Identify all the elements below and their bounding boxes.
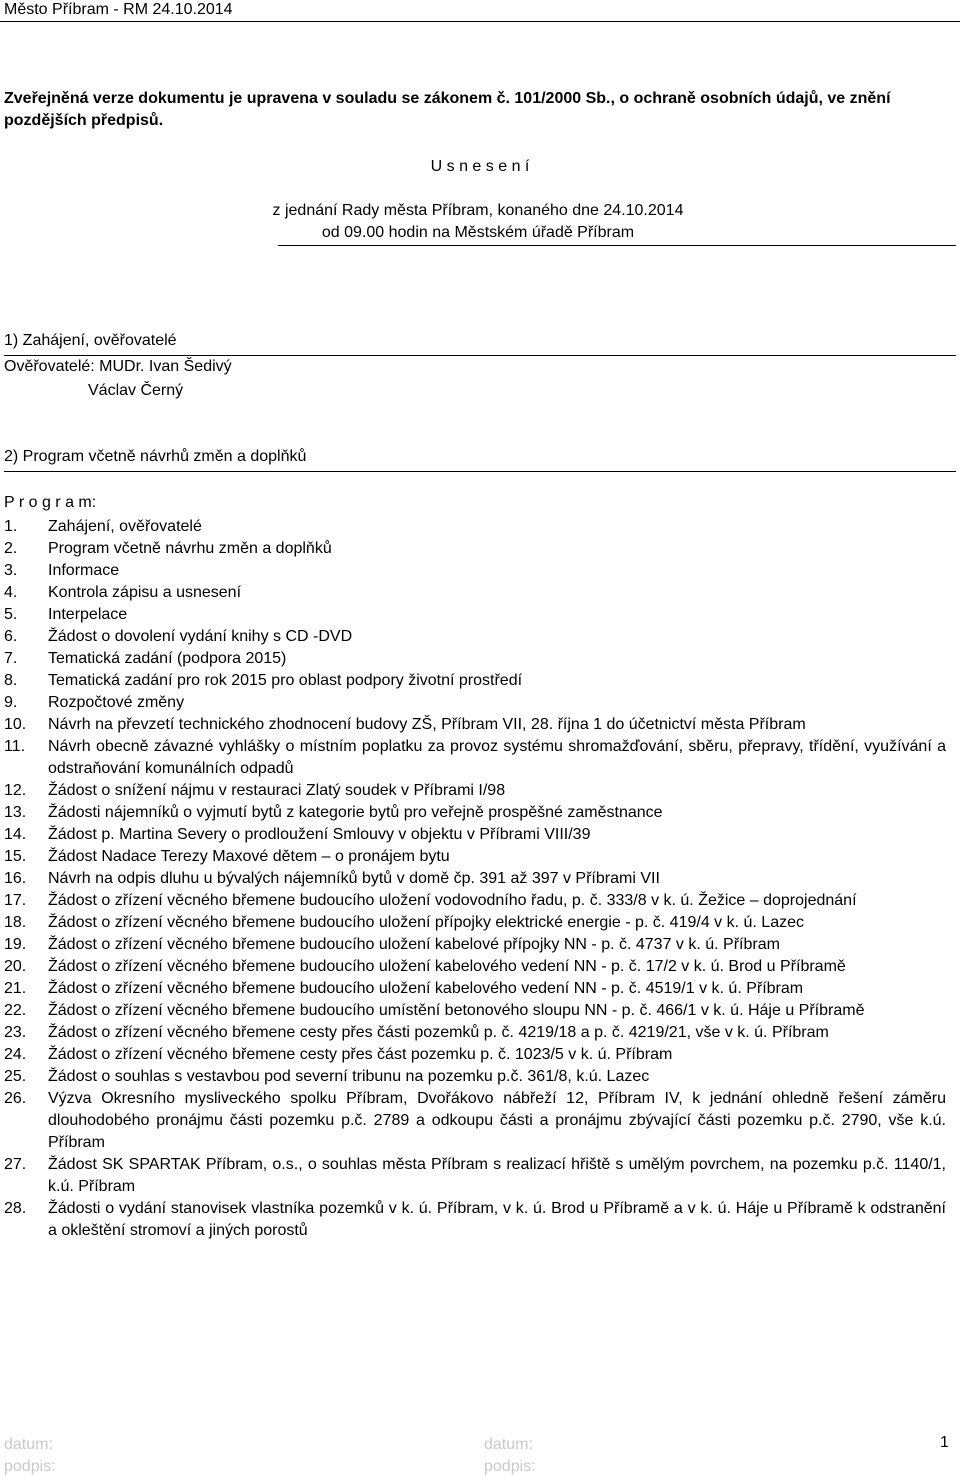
program-item-text: Informace [48,562,120,579]
program-item [0,736,946,780]
program-item-number: 4. [4,584,18,601]
program-item-number: 11. [4,738,26,755]
verifiers-label: Ověřovatelé: MUDr. Ivan Šedivý [4,358,232,375]
program-item-text: Program včetně návrhu změn a doplňků [48,540,332,557]
program-item-number: 6. [4,628,18,645]
section-2-divider [4,471,956,472]
program-list [0,516,946,1242]
footer-right [484,1434,536,1478]
program-item-number: 23. [4,1024,27,1041]
program-item-number: 7. [4,650,18,667]
program-item-text: Návrh na odpis dluhu u bývalých nájemníků bytů v domě čp. 391 až 397 v Příbrami VII [48,870,660,887]
program-item-number: 26. [4,1090,27,1107]
program-item-text: Návrh obecně závazné vyhlášky o místním poplatku za provoz systému shromažďování, sběru, přepravy, třídění, využívání a odstraňování komunálních odpadů [48,738,946,777]
program-item-text: Žádost o zřízení věcného břemene budoucího uložení kabelové přípojky NN - p. č. 4737 v k. ú. Příbram [48,936,780,953]
program-item-text: Žádost o souhlas s vestavbou pod severní tribunu na pozemku p.č. 361/8, k.ú. Lazec [48,1068,650,1085]
program-item [0,1198,946,1242]
program-item-text: Žádost SK SPARTAK Příbram, o.s., o souhlas města Příbram s realizací hřiště s umělým povrchem, na pozemku p.č. 1140/1, k.ú. Příbram [48,1156,946,1195]
program-item-number: 19. [4,936,27,953]
program-item-text: Žádost o zřízení věcného břemene budoucího uložení kabelového vedení NN - p. č. 17/2 v k. ú. Brod u Příbramě [48,958,846,975]
program-item [0,1066,946,1088]
program-item [0,1000,946,1022]
document-header-title: Město Příbram - RM 24.10.2014 [4,1,233,18]
program-item-number: 18. [4,914,27,931]
program-item-number: 21. [4,980,27,997]
program-item-text: Interpelace [48,606,128,623]
footer-right-date: datum: [484,1436,533,1453]
program-item [0,890,946,912]
footer-right-signature: podpis: [484,1458,536,1475]
program-item [0,802,946,824]
program-item-number: 24. [4,1046,27,1063]
program-item-text: Žádost o zřízení věcného břemene cesty přes část pozemku p. č. 1023/5 v k. ú. Příbram [48,1046,673,1063]
program-item [0,560,946,582]
program-item [0,956,946,978]
program-item-number: 13. [4,804,27,821]
program-label: P r o g r a m: [4,494,97,511]
program-item-text: Tematická zadání pro rok 2015 pro oblast podpory životní prostředí [48,672,523,689]
footer-left-signature: podpis: [4,1458,56,1475]
program-item [0,692,946,714]
program-item-number: 9. [4,694,18,711]
program-item-number: 27. [4,1156,27,1173]
program-item-text: Žádost o dovolení vydání knihy s CD -DVD [48,628,353,645]
program-item [0,846,946,868]
program-item [0,670,946,692]
program-item-text: Kontrola zápisu a usnesení [48,584,242,601]
document-title: U s n e s e n í [430,158,530,175]
program-item-text: Výzva Okresního mysliveckého spolku Příbram, Dvořákovo nábřeží 12, Příbram IV, k jednání ohledně řešení záměru dlouhodobého pronájmu části pozemku p.č. 2789 a odkoupu části a pronájmu zbývající části pozemku p.č. 2790, vše k.ú. Příbram [48,1090,946,1151]
program-item-text: Žádost o zřízení věcného břemene cesty přes části pozemků p. č. 4219/18 a p. č. 4219/21, vše v k. ú. Příbram [48,1024,829,1041]
program-item-number: 25. [4,1068,27,1085]
program-item [0,978,946,1000]
program-item [0,648,946,670]
program-item-number: 12. [4,782,27,799]
program-item [0,824,946,846]
program-item-number: 8. [4,672,18,689]
program-item-number: 17. [4,892,27,909]
program-item [0,1154,946,1198]
program-item [0,516,946,538]
program-item-text: Zahájení, ověřovatelé [48,518,202,535]
program-item-number: 5. [4,606,18,623]
page-number: 1 [940,1434,949,1451]
program-item-number: 15. [4,848,27,865]
program-item [0,538,946,560]
program-item-number: 10. [4,716,27,733]
program-item-number: 3. [4,562,18,579]
program-item-text: Žádost o zřízení věcného břemene budoucího uložení přípojky elektrické energie - p. č. 419/4 v k. ú. Lazec [48,914,804,931]
section-1-divider [4,355,956,356]
program-item-text: Žádost Nadace Terezy Maxové dětem – o pronájem bytu [48,848,450,865]
program-item [0,780,946,802]
meeting-line-2: od 09.00 hodin na Městském úřadě Příbram [321,224,635,241]
program-item [0,934,946,956]
program-item-text: Žádost o snížení nájmu v restauraci Zlatý soudek v Příbrami I/98 [48,782,506,799]
program-item [0,1044,946,1066]
program-item [0,626,946,648]
program-item-text: Rozpočtové změny [48,694,185,711]
program-item-number: 28. [4,1200,27,1217]
program-item-text: Žádost o zřízení věcného břemene budoucího umístění betonového sloupu NN - p. č. 466/1 v k. ú. Háje u Příbramě [48,1002,865,1019]
section-1-title: 1) Zahájení, ověřovatelé [4,332,177,349]
program-item [0,1088,946,1154]
program-item [0,604,946,626]
section-2-title: 2) Program včetně návrhů změn a doplňků [4,448,307,465]
program-item [0,582,946,604]
program-item [0,1022,946,1044]
program-item-text: Návrh na převzetí technického zhodnocení budovy ZŠ, Příbram VII, 28. října 1 do účetnictví města Příbram [48,716,806,733]
verifier-2: Václav Černý [88,382,184,399]
program-item-text: Žádost o zřízení věcného břemene budoucího uložení kabelového vedení NN - p. č. 4519/1 v k. ú. Příbram [48,980,804,997]
program-item-text: Žádost p. Martina Severy o prodloužení Smlouvy v objektu v Příbrami VIII/39 [48,826,591,843]
meeting-divider [278,245,956,246]
meeting-line-1: z jednání Rady města Příbram, konaného dne 24.10.2014 [272,202,684,219]
program-item-text: Žádosti nájemníků o vyjmutí bytů z kategorie bytů pro veřejně prospěšné zaměstnance [48,804,663,821]
program-item-text: Žádosti o vydání stanovisek vlastníka pozemků v k. ú. Příbram, v k. ú. Brod u Příbramě a v k. ú. Háje u Příbramě k odstranění a okleštění stromoví a jiných porostů [48,1200,946,1239]
program-item-text: Žádost o zřízení věcného břemene budoucího uložení vodovodního řadu, p. č. 333/8 v k. ú. Žežice – doprojednání [48,892,857,909]
program-item [0,714,946,736]
program-item [0,912,946,934]
footer-left-date: datum: [4,1436,53,1453]
program-item-number: 14. [4,826,27,843]
header-divider [0,21,960,22]
program-item-number: 16. [4,870,27,887]
program-item-number: 20. [4,958,27,975]
privacy-notice: Zveřejněná verze dokumentu je upravena v souladu se zákonem č. 101/2000 Sb., o ochraně osobních údajů, ve znění pozdějších předpisů. [4,90,891,129]
program-item-number: 1. [4,518,18,535]
meeting-info [0,200,956,244]
program-item [0,868,946,890]
program-item-number: 22. [4,1002,27,1019]
program-item-number: 2. [4,540,18,557]
program-item-text: Tematická zadání (podpora 2015) [48,650,287,667]
footer-left [4,1434,56,1478]
